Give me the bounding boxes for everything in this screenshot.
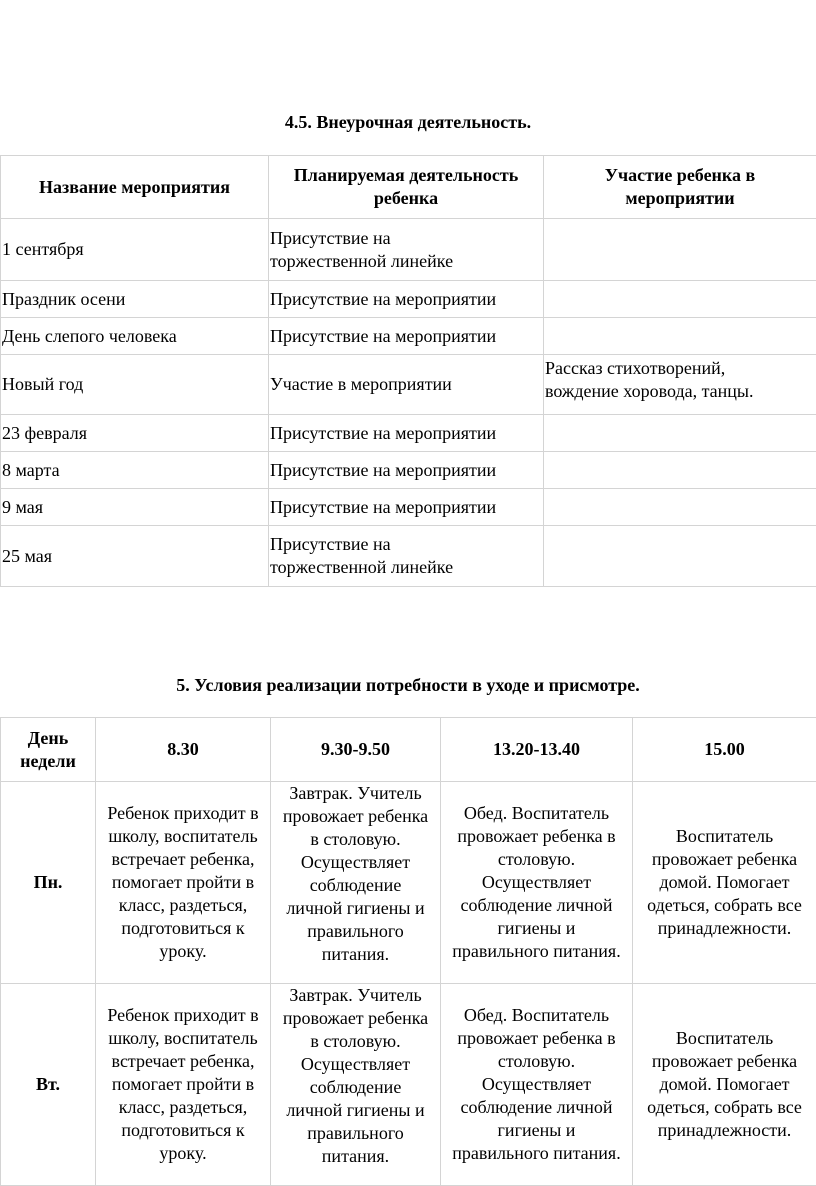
column-header: Планируемая деятельность ребенка — [269, 156, 544, 219]
section-title-extracurricular: 4.5. Внеурочная деятельность. — [0, 112, 816, 133]
child-participation — [544, 318, 816, 355]
planned-activity: Присутствие на торжественной линейке — [269, 526, 544, 587]
event-name: 9 мая — [1, 489, 269, 526]
schedule-cell: Завтрак. Учитель провожает ребенка в столовую. Осуществляет соблюдение личной гигиены и правильного питания. — [271, 984, 441, 1186]
extracurricular-table — [0, 155, 816, 587]
weekday: Пн. — [1, 782, 96, 984]
care-schedule-table — [0, 717, 816, 1186]
event-name: День слепого человека — [1, 318, 269, 355]
event-name: 23 февраля — [1, 415, 269, 452]
planned-activity: Участие в мероприятии — [269, 355, 544, 415]
table-row — [1, 489, 816, 526]
table-row — [1, 281, 816, 318]
column-header: Участие ребенка в мероприятии — [544, 156, 816, 219]
table-row — [1, 355, 816, 415]
table-row — [1, 219, 816, 281]
table-row — [1, 318, 816, 355]
planned-activity: Присутствие на мероприятии — [269, 415, 544, 452]
event-name: 25 мая — [1, 526, 269, 587]
event-name: 8 марта — [1, 452, 269, 489]
planned-activity: Присутствие на торжественной линейке — [269, 219, 544, 281]
planned-activity: Присутствие на мероприятии — [269, 452, 544, 489]
child-participation — [544, 452, 816, 489]
schedule-cell: Завтрак. Учитель провожает ребенка в столовую. Осуществляет соблюдение личной гигиены и правильного питания. — [271, 782, 441, 984]
child-participation — [544, 526, 816, 587]
table-row — [1, 526, 816, 587]
event-name: Новый год — [1, 355, 269, 415]
child-participation — [544, 415, 816, 452]
event-name: 1 сентября — [1, 219, 269, 281]
schedule-cell: Ребенок приходит в школу, воспитатель встречает ребенка, помогает пройти в класс, раздеться, подготовиться к уроку. — [96, 984, 271, 1186]
section-title-care-conditions: 5. Условия реализации потребности в уходе и присмотре. — [0, 675, 816, 696]
child-participation — [544, 281, 816, 318]
table-header-row — [1, 718, 816, 782]
table-row — [1, 782, 816, 984]
schedule-cell: Обед. Воспитатель провожает ребенка в столовую. Осуществляет соблюдение личной гигиены и правильного питания. — [441, 984, 633, 1186]
schedule-cell: Воспитатель провожает ребенка домой. Помогает одеться, собрать все принадлежности. — [633, 984, 816, 1186]
column-header-day: День недели — [1, 718, 96, 782]
column-header-time: 8.30 — [96, 718, 271, 782]
table-row — [1, 984, 816, 1186]
weekday: Вт. — [1, 984, 96, 1186]
column-header-time: 9.30-9.50 — [271, 718, 441, 782]
schedule-cell: Обед. Воспитатель провожает ребенка в столовую. Осуществляет соблюдение личной гигиены и правильного питания. — [441, 782, 633, 984]
child-participation: Рассказ стихотворений, вождение хоровода, танцы. — [544, 355, 816, 415]
column-header: Название мероприятия — [1, 156, 269, 219]
planned-activity: Присутствие на мероприятии — [269, 281, 544, 318]
table-header-row — [1, 156, 816, 219]
planned-activity: Присутствие на мероприятии — [269, 489, 544, 526]
planned-activity: Присутствие на мероприятии — [269, 318, 544, 355]
child-participation — [544, 219, 816, 281]
child-participation — [544, 489, 816, 526]
column-header-time: 13.20-13.40 — [441, 718, 633, 782]
table-row — [1, 415, 816, 452]
table-row — [1, 452, 816, 489]
column-header-time: 15.00 — [633, 718, 816, 782]
schedule-cell: Воспитатель провожает ребенка домой. Помогает одеться, собрать все принадлежности. — [633, 782, 816, 984]
event-name: Праздник осени — [1, 281, 269, 318]
schedule-cell: Ребенок приходит в школу, воспитатель встречает ребенка, помогает пройти в класс, раздеться, подготовиться к уроку. — [96, 782, 271, 984]
